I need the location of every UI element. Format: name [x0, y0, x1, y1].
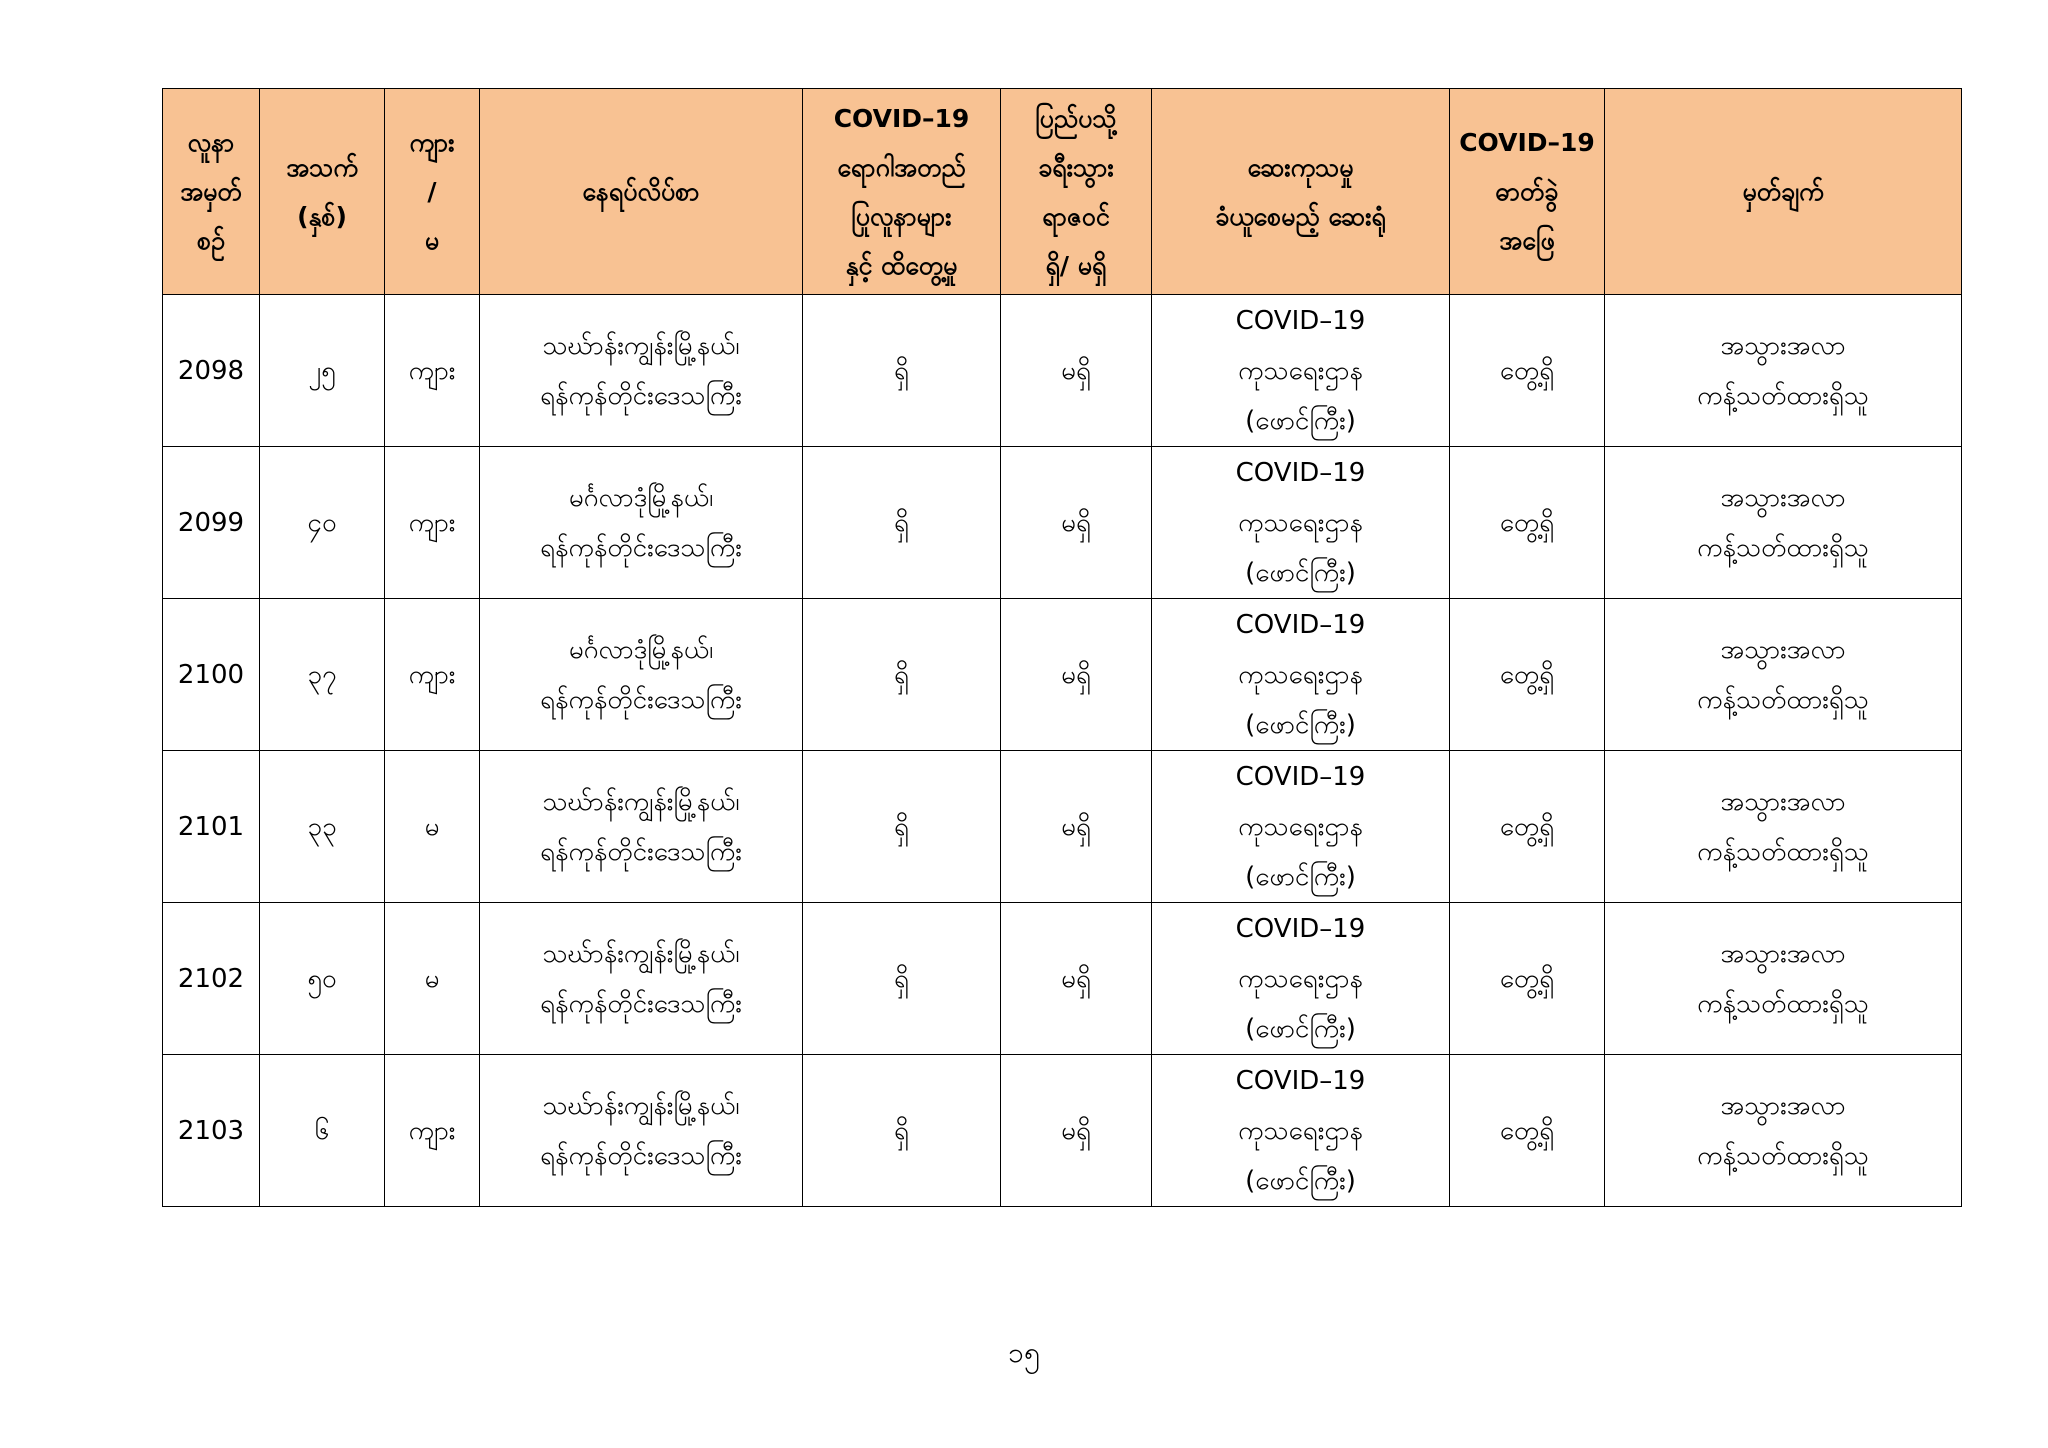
- cell-hospital: [1152, 1055, 1450, 1207]
- cell-line: သဃ်ာန်းကျွန်းမြို့နယ်၊: [542, 938, 740, 969]
- header-travel: [1001, 89, 1152, 295]
- cell-age: ၂၅: [260, 295, 385, 447]
- cell-line: ရန်ကုန်တိုင်းဒေသကြီး: [540, 988, 742, 1019]
- cell-line: ခံယူစေမည့် ဆေးရုံ: [1215, 201, 1386, 231]
- cell-line: (ဖောင်ကြီး): [1245, 405, 1356, 436]
- cell-line: COVID–19: [1235, 609, 1366, 640]
- cell-address: [480, 447, 803, 599]
- header-sex: [385, 89, 480, 295]
- table-row: [163, 447, 1962, 599]
- cell-address: [480, 751, 803, 903]
- table-body: [163, 295, 1962, 1207]
- cell-sex: ကျား: [385, 599, 480, 751]
- cell-line: အဖြေ: [1499, 226, 1555, 255]
- cell-line: ဓာတ်ခွဲ: [1495, 177, 1559, 206]
- cell-line: ကုသရေးဌာန: [1238, 507, 1363, 538]
- cell-sex: ကျား: [385, 447, 480, 599]
- cell-line: (ဖောင်ကြီး): [1245, 861, 1356, 892]
- cell-sex: မ: [385, 903, 480, 1055]
- cell-travel: မရှိ: [1001, 599, 1152, 751]
- cell-line: ပြည်ပသို့: [1035, 103, 1117, 133]
- cell-hospital: [1152, 295, 1450, 447]
- table-row: [163, 903, 1962, 1055]
- cell-travel: မရှိ: [1001, 1055, 1152, 1207]
- table-row: [163, 751, 1962, 903]
- cell-line: ကုသရေးဌာန: [1238, 963, 1363, 994]
- header-remark: [1605, 89, 1962, 295]
- cell-line: ကန့်သတ်ထားရှိသူ: [1697, 532, 1869, 563]
- cell-line: ကန့်သတ်ထားရှိသူ: [1697, 1140, 1869, 1171]
- cell-age: ၆: [260, 1055, 385, 1207]
- cell-address: [480, 599, 803, 751]
- cell-address: [480, 903, 803, 1055]
- cell-address: [480, 295, 803, 447]
- cell-line: ရန်ကုန်တိုင်းဒေသကြီး: [540, 380, 742, 411]
- cell-case-no: 2102: [163, 903, 260, 1055]
- cell-line: အသွားအလာ: [1720, 634, 1846, 665]
- cell-case-no: 2103: [163, 1055, 260, 1207]
- cell-line: ရန်ကုန်တိုင်းဒေသကြီး: [540, 684, 742, 715]
- cell-line: အသွားအလာ: [1720, 938, 1846, 969]
- cell-line: ရန်ကုန်တိုင်းဒေသကြီး: [540, 1140, 742, 1171]
- cell-age: ၅၀: [260, 903, 385, 1055]
- cell-line: အသွားအလာ: [1720, 482, 1846, 513]
- cell-contact: ရှိ: [803, 599, 1001, 751]
- header-age: [260, 89, 385, 295]
- cell-sex: ကျား: [385, 295, 480, 447]
- cell-line: စဉ်: [197, 226, 225, 255]
- header-result: [1450, 89, 1605, 295]
- cell-remark: [1605, 751, 1962, 903]
- cell-line: COVID–19: [833, 103, 970, 133]
- cell-travel: မရှိ: [1001, 751, 1152, 903]
- cell-line: COVID–19: [1235, 305, 1366, 336]
- cell-travel: မရှိ: [1001, 447, 1152, 599]
- cell-line: ရန်ကုန်တိုင်းဒေသကြီး: [540, 532, 742, 563]
- cell-line: ရာဇဝင်: [1042, 201, 1110, 231]
- cell-hospital: [1152, 599, 1450, 751]
- cell-age: ၃၇: [260, 599, 385, 751]
- cell-remark: [1605, 599, 1962, 751]
- cell-line: အမှတ်: [180, 177, 242, 206]
- cell-line: သဃ်ာန်းကျွန်းမြို့နယ်၊: [542, 330, 740, 361]
- header-contact: [803, 89, 1001, 295]
- cell-line: ကုသရေးဌာန: [1238, 659, 1363, 690]
- cell-line: COVID–19: [1235, 457, 1366, 488]
- cell-hospital: [1152, 447, 1450, 599]
- cell-line: လူနာ: [187, 128, 235, 157]
- cell-result: တွေ့ရှိ: [1450, 1055, 1605, 1207]
- cell-line: မင်္ဂလာဒုံမြို့နယ်၊: [568, 634, 714, 665]
- cell-contact: ရှိ: [803, 447, 1001, 599]
- cell-line: ကုသရေးဌာန: [1238, 811, 1363, 842]
- header-case-no: [163, 89, 260, 295]
- cell-result: တွေ့ရှိ: [1450, 751, 1605, 903]
- cell-age: ၄၀: [260, 447, 385, 599]
- table-row: [163, 1055, 1962, 1207]
- case-table: [162, 88, 1962, 1207]
- table-row: [163, 599, 1962, 751]
- table-header: [163, 89, 1962, 295]
- cell-line: ဆေးကုသမှု: [1247, 152, 1354, 182]
- cell-line: ရန်ကုန်တိုင်းဒေသကြီး: [540, 836, 742, 867]
- cell-remark: [1605, 295, 1962, 447]
- header-address: [480, 89, 803, 295]
- cell-line: COVID–19: [1235, 913, 1366, 944]
- cell-contact: ရှိ: [803, 751, 1001, 903]
- cell-remark: [1605, 447, 1962, 599]
- cell-line: အသွားအလာ: [1720, 1090, 1846, 1121]
- cell-line: ကျား: [409, 128, 455, 157]
- cell-line: သဃ်ာန်းကျွန်းမြို့နယ်၊: [542, 1090, 740, 1121]
- cell-case-no: 2100: [163, 599, 260, 751]
- header-row: [163, 89, 1962, 295]
- cell-line: /: [427, 177, 437, 206]
- cell-line: ကန့်သတ်ထားရှိသူ: [1697, 684, 1869, 715]
- cell-remark: [1605, 903, 1962, 1055]
- cell-sex: ကျား: [385, 1055, 480, 1207]
- cell-travel: မရှိ: [1001, 295, 1152, 447]
- cell-line: (ဖောင်ကြီး): [1245, 1013, 1356, 1044]
- cell-line: (နှစ်): [297, 201, 347, 231]
- cell-contact: ရှိ: [803, 1055, 1001, 1207]
- cell-result: တွေ့ရှိ: [1450, 295, 1605, 447]
- cell-line: ကန့်သတ်ထားရှိသူ: [1697, 380, 1869, 411]
- cell-line: (ဖောင်ကြီး): [1245, 709, 1356, 740]
- cell-contact: ရှိ: [803, 903, 1001, 1055]
- cell-line: ကန့်သတ်ထားရှိသူ: [1697, 836, 1869, 867]
- cell-sex: မ: [385, 751, 480, 903]
- cell-line: နှင့် ထိတွေ့မှု: [845, 250, 958, 280]
- cell-line: COVID–19: [1459, 128, 1595, 157]
- cell-result: တွေ့ရှိ: [1450, 599, 1605, 751]
- cell-line: နေရပ်လိပ်စာ: [582, 177, 700, 206]
- cell-remark: [1605, 1055, 1962, 1207]
- cell-line: COVID–19: [1235, 1065, 1366, 1096]
- cell-line: အသက်: [286, 152, 358, 182]
- cell-line: ပြုလူနာများ: [851, 201, 952, 231]
- cell-case-no: 2101: [163, 751, 260, 903]
- cell-line: (ဖောင်ကြီး): [1245, 1165, 1356, 1196]
- cell-line: ကုသရေးဌာန: [1238, 355, 1363, 386]
- cell-case-no: 2098: [163, 295, 260, 447]
- cell-result: တွေ့ရှိ: [1450, 447, 1605, 599]
- cell-line: မှတ်ချက်: [1742, 177, 1824, 206]
- cell-line: (ဖောင်ကြီး): [1245, 557, 1356, 588]
- cell-line: အသွားအလာ: [1720, 786, 1846, 817]
- cell-line: ရှိ/ မရှိ: [1045, 250, 1107, 280]
- cell-case-no: 2099: [163, 447, 260, 599]
- cell-line: ခရီးသွား: [1038, 152, 1114, 182]
- cell-hospital: [1152, 751, 1450, 903]
- cell-contact: ရှိ: [803, 295, 1001, 447]
- cell-line: မ: [424, 226, 440, 255]
- cell-line: အသွားအလာ: [1720, 330, 1846, 361]
- cell-result: တွေ့ရှိ: [1450, 903, 1605, 1055]
- table-row: [163, 295, 1962, 447]
- cell-line: COVID–19: [1235, 761, 1366, 792]
- header-hospital: [1152, 89, 1450, 295]
- page-number: ၁၅: [1008, 1336, 1040, 1369]
- cell-travel: မရှိ: [1001, 903, 1152, 1055]
- cell-age: ၃၃: [260, 751, 385, 903]
- cell-line: မင်္ဂလာဒုံမြို့နယ်၊: [568, 482, 714, 513]
- cell-hospital: [1152, 903, 1450, 1055]
- cell-line: ရောဂါအတည်: [837, 152, 966, 182]
- cell-address: [480, 1055, 803, 1207]
- cell-line: သဃ်ာန်းကျွန်းမြို့နယ်၊: [542, 786, 740, 817]
- cell-line: ကုသရေးဌာန: [1238, 1115, 1363, 1146]
- cell-line: ကန့်သတ်ထားရှိသူ: [1697, 988, 1869, 1019]
